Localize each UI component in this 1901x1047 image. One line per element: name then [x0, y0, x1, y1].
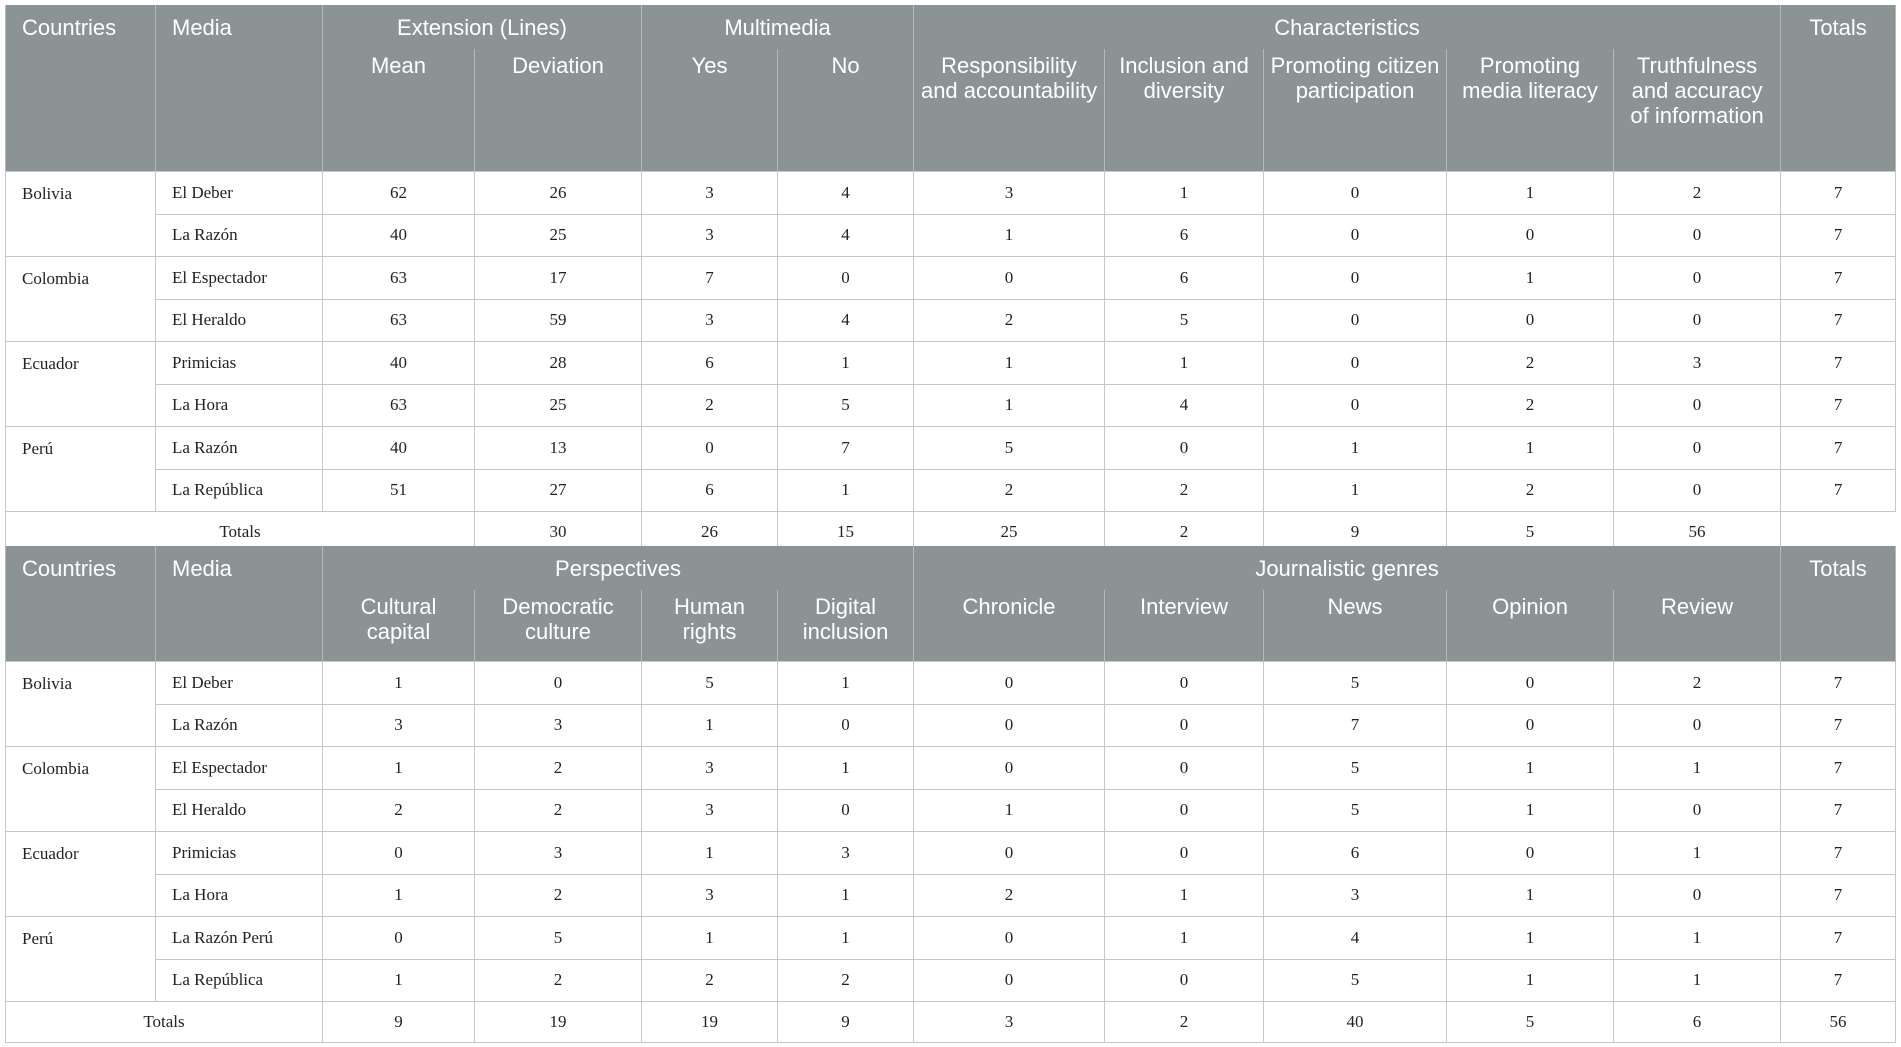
- interview-header: Interview: [1105, 590, 1264, 662]
- value-cell: 3: [642, 747, 778, 790]
- value-cell: 1: [1264, 469, 1447, 512]
- value-cell: 3: [642, 789, 778, 832]
- table-row: [6, 469, 1896, 512]
- value-cell: 1: [1105, 172, 1264, 215]
- value-cell: 2: [914, 874, 1105, 917]
- deviation-header: Deviation: [475, 49, 642, 172]
- value-cell: 7: [1781, 172, 1896, 215]
- value-cell: 1: [914, 342, 1105, 385]
- inclusion-header: Inclusion and diversity: [1105, 49, 1264, 172]
- value-cell: 3: [642, 299, 778, 342]
- value-cell: 1: [1614, 832, 1781, 875]
- value-cell: 1: [1447, 172, 1614, 215]
- value-cell: 1: [778, 662, 914, 705]
- country-cell: Colombia: [6, 747, 156, 832]
- country-cell: Bolivia: [6, 172, 156, 257]
- value-cell: 1: [1614, 917, 1781, 960]
- value-cell: 1: [642, 704, 778, 747]
- value-cell: 1: [914, 384, 1105, 427]
- value-cell: 1: [1264, 427, 1447, 470]
- value-cell: 3: [642, 874, 778, 917]
- total-cell: 25: [914, 512, 1105, 553]
- media-cell: La Razón: [156, 704, 323, 747]
- value-cell: 2: [914, 299, 1105, 342]
- total-cell: 2: [1105, 512, 1264, 553]
- chronicle-header: Chronicle: [914, 590, 1105, 662]
- value-cell: 5: [1105, 299, 1264, 342]
- value-cell: 1: [1447, 427, 1614, 470]
- value-cell: 0: [914, 917, 1105, 960]
- table-row: [6, 427, 1896, 470]
- value-cell: 0: [1614, 427, 1781, 470]
- value-cell: 3: [475, 704, 642, 747]
- countries-header: Countries: [6, 5, 156, 172]
- value-cell: 5: [1264, 747, 1447, 790]
- value-cell: 2: [475, 959, 642, 1002]
- perspectives-genres-table: [5, 546, 1896, 1043]
- table-row: [6, 704, 1896, 747]
- value-cell: 0: [1105, 704, 1264, 747]
- value-cell: 6: [642, 469, 778, 512]
- value-cell: 0: [1105, 789, 1264, 832]
- value-cell: 4: [778, 214, 914, 257]
- value-cell: 1: [1447, 789, 1614, 832]
- democratic-culture-header: Democratic culture: [475, 590, 642, 662]
- total-cell: 6: [1614, 1002, 1781, 1043]
- value-cell: 0: [914, 662, 1105, 705]
- value-cell: 2: [778, 959, 914, 1002]
- extension-header: Extension (Lines): [323, 5, 642, 49]
- value-cell: 3: [642, 214, 778, 257]
- value-cell: 25: [475, 384, 642, 427]
- value-cell: 6: [1105, 214, 1264, 257]
- responsibility-header: Responsibility and accountability: [914, 49, 1105, 172]
- table-row: [6, 747, 1896, 790]
- table-row: [6, 172, 1896, 215]
- opinion-header: Opinion: [1447, 590, 1614, 662]
- table-row: [6, 257, 1896, 300]
- totals-header: Totals: [1781, 5, 1896, 172]
- value-cell: 0: [323, 917, 475, 960]
- value-cell: 0: [1614, 384, 1781, 427]
- value-cell: 0: [778, 789, 914, 832]
- value-cell: 63: [323, 257, 475, 300]
- media-cell: El Espectador: [156, 747, 323, 790]
- characteristics-header: Characteristics: [914, 5, 1781, 49]
- value-cell: 0: [1447, 832, 1614, 875]
- value-cell: 0: [1614, 874, 1781, 917]
- value-cell: 62: [323, 172, 475, 215]
- table-row: [6, 917, 1896, 960]
- value-cell: 1: [914, 789, 1105, 832]
- value-cell: 51: [323, 469, 475, 512]
- value-cell: 1: [323, 874, 475, 917]
- value-cell: 28: [475, 342, 642, 385]
- value-cell: 1: [778, 917, 914, 960]
- media-cell: La República: [156, 469, 323, 512]
- value-cell: 7: [1781, 662, 1896, 705]
- value-cell: 0: [1264, 342, 1447, 385]
- value-cell: 63: [323, 299, 475, 342]
- total-cell: 30: [475, 512, 642, 553]
- total-cell: 19: [642, 1002, 778, 1043]
- value-cell: 7: [642, 257, 778, 300]
- value-cell: 5: [778, 384, 914, 427]
- citizen-participation-header: Promoting citizen participation: [1264, 49, 1447, 172]
- value-cell: 63: [323, 384, 475, 427]
- table-row: [6, 342, 1896, 385]
- total-cell: 3: [914, 1002, 1105, 1043]
- country-cell: Ecuador: [6, 832, 156, 917]
- value-cell: 1: [914, 214, 1105, 257]
- value-cell: 0: [914, 959, 1105, 1002]
- value-cell: 7: [1781, 747, 1896, 790]
- total-cell: 5: [1447, 1002, 1614, 1043]
- value-cell: 5: [1264, 662, 1447, 705]
- value-cell: 2: [642, 384, 778, 427]
- table-row: [6, 214, 1896, 257]
- value-cell: 1: [1447, 874, 1614, 917]
- media-header: Media: [156, 546, 323, 662]
- value-cell: 6: [1105, 257, 1264, 300]
- value-cell: 1: [642, 832, 778, 875]
- multimedia-header: Multimedia: [642, 5, 914, 49]
- value-cell: 0: [1264, 172, 1447, 215]
- media-literacy-header: Promoting media literacy: [1447, 49, 1614, 172]
- value-cell: 2: [1447, 384, 1614, 427]
- value-cell: 1: [1105, 342, 1264, 385]
- value-cell: 0: [1105, 427, 1264, 470]
- value-cell: 0: [1447, 704, 1614, 747]
- value-cell: 0: [1447, 299, 1614, 342]
- media-cell: El Espectador: [156, 257, 323, 300]
- value-cell: 6: [642, 342, 778, 385]
- table-row: [6, 874, 1896, 917]
- value-cell: 2: [914, 469, 1105, 512]
- country-cell: Perú: [6, 917, 156, 1002]
- media-extension-table: [5, 5, 1896, 553]
- value-cell: 5: [1264, 789, 1447, 832]
- media-cell: El Deber: [156, 172, 323, 215]
- cultural-capital-header: Cultural capital: [323, 590, 475, 662]
- totals-row: [6, 1002, 1896, 1043]
- value-cell: 0: [1264, 257, 1447, 300]
- value-cell: 17: [475, 257, 642, 300]
- media-header: Media: [156, 5, 323, 172]
- total-cell: 2: [1105, 1002, 1264, 1043]
- value-cell: 5: [642, 662, 778, 705]
- value-cell: 1: [1105, 917, 1264, 960]
- value-cell: 40: [323, 214, 475, 257]
- truthfulness-header: Truthfulness and accuracy of information: [1614, 49, 1781, 172]
- yes-header: Yes: [642, 49, 778, 172]
- total-cell: 56: [1781, 1002, 1896, 1043]
- total-cell: 15: [778, 512, 914, 553]
- total-cell: 26: [642, 512, 778, 553]
- value-cell: 2: [1105, 469, 1264, 512]
- value-cell: 40: [323, 342, 475, 385]
- value-cell: 4: [1105, 384, 1264, 427]
- value-cell: 2: [475, 789, 642, 832]
- journalistic-genres-header: Journalistic genres: [914, 546, 1781, 590]
- value-cell: 0: [1614, 257, 1781, 300]
- media-cell: La Razón Perú: [156, 917, 323, 960]
- value-cell: 0: [1105, 832, 1264, 875]
- review-header: Review: [1614, 590, 1781, 662]
- table-row: [6, 789, 1896, 832]
- value-cell: 5: [1264, 959, 1447, 1002]
- media-cell: El Deber: [156, 662, 323, 705]
- value-cell: 0: [914, 257, 1105, 300]
- perspectives-header: Perspectives: [323, 546, 914, 590]
- value-cell: 0: [1614, 469, 1781, 512]
- value-cell: 1: [323, 662, 475, 705]
- value-cell: 1: [323, 959, 475, 1002]
- value-cell: 0: [1614, 789, 1781, 832]
- value-cell: 0: [642, 427, 778, 470]
- value-cell: 1: [1105, 874, 1264, 917]
- value-cell: 1: [1447, 917, 1614, 960]
- value-cell: 6: [1264, 832, 1447, 875]
- total-cell: 40: [1264, 1002, 1447, 1043]
- value-cell: 0: [914, 747, 1105, 790]
- value-cell: 0: [1447, 662, 1614, 705]
- media-cell: La Hora: [156, 874, 323, 917]
- value-cell: 1: [1614, 747, 1781, 790]
- country-cell: Colombia: [6, 257, 156, 342]
- table-row: [6, 384, 1896, 427]
- countries-header: Countries: [6, 546, 156, 662]
- total-cell: 9: [1264, 512, 1447, 553]
- value-cell: 7: [1781, 469, 1896, 512]
- value-cell: 7: [1781, 427, 1896, 470]
- value-cell: 2: [642, 959, 778, 1002]
- value-cell: 3: [1264, 874, 1447, 917]
- value-cell: 0: [1447, 214, 1614, 257]
- value-cell: 7: [1781, 342, 1896, 385]
- value-cell: 7: [1264, 704, 1447, 747]
- value-cell: 1: [1614, 959, 1781, 1002]
- value-cell: 3: [475, 832, 642, 875]
- value-cell: 3: [642, 172, 778, 215]
- country-cell: Bolivia: [6, 662, 156, 747]
- digital-inclusion-header: Digital inclusion: [778, 590, 914, 662]
- value-cell: 0: [1614, 214, 1781, 257]
- total-cell: 9: [778, 1002, 914, 1043]
- value-cell: 2: [1614, 662, 1781, 705]
- value-cell: 27: [475, 469, 642, 512]
- value-cell: 1: [778, 874, 914, 917]
- value-cell: 0: [1264, 299, 1447, 342]
- value-cell: 25: [475, 214, 642, 257]
- value-cell: 1: [323, 747, 475, 790]
- value-cell: 1: [1447, 257, 1614, 300]
- value-cell: 7: [1781, 384, 1896, 427]
- mean-header: Mean: [323, 49, 475, 172]
- media-cell: Primicias: [156, 832, 323, 875]
- value-cell: 26: [475, 172, 642, 215]
- table-row: [6, 299, 1896, 342]
- totals-header: Totals: [1781, 546, 1896, 662]
- value-cell: 0: [914, 704, 1105, 747]
- value-cell: 0: [778, 704, 914, 747]
- value-cell: 1: [1447, 959, 1614, 1002]
- value-cell: 4: [778, 299, 914, 342]
- value-cell: 7: [1781, 704, 1896, 747]
- value-cell: 0: [1264, 384, 1447, 427]
- value-cell: 2: [475, 747, 642, 790]
- value-cell: 7: [778, 427, 914, 470]
- value-cell: 59: [475, 299, 642, 342]
- table-row: [6, 959, 1896, 1002]
- value-cell: 2: [475, 874, 642, 917]
- value-cell: 3: [914, 172, 1105, 215]
- country-cell: Ecuador: [6, 342, 156, 427]
- total-cell: 9: [323, 1002, 475, 1043]
- value-cell: 0: [1105, 959, 1264, 1002]
- value-cell: 5: [914, 427, 1105, 470]
- value-cell: 2: [1447, 469, 1614, 512]
- media-cell: El Heraldo: [156, 789, 323, 832]
- human-rights-header: Human rights: [642, 590, 778, 662]
- table-row: [6, 832, 1896, 875]
- no-header: No: [778, 49, 914, 172]
- value-cell: 2: [1614, 172, 1781, 215]
- value-cell: 1: [778, 342, 914, 385]
- value-cell: 3: [1614, 342, 1781, 385]
- media-cell: La Hora: [156, 384, 323, 427]
- value-cell: 7: [1781, 299, 1896, 342]
- value-cell: 3: [778, 832, 914, 875]
- country-cell: Perú: [6, 427, 156, 512]
- value-cell: 3: [323, 704, 475, 747]
- value-cell: 7: [1781, 917, 1896, 960]
- value-cell: 0: [1105, 662, 1264, 705]
- news-header: News: [1264, 590, 1447, 662]
- value-cell: 0: [778, 257, 914, 300]
- media-cell: La Razón: [156, 214, 323, 257]
- value-cell: 1: [642, 917, 778, 960]
- value-cell: 40: [323, 427, 475, 470]
- value-cell: 0: [1264, 214, 1447, 257]
- total-cell: 56: [1614, 512, 1781, 553]
- value-cell: 0: [914, 832, 1105, 875]
- value-cell: 4: [1264, 917, 1447, 960]
- value-cell: 0: [1614, 299, 1781, 342]
- value-cell: 7: [1781, 789, 1896, 832]
- value-cell: 5: [475, 917, 642, 960]
- value-cell: 0: [323, 832, 475, 875]
- value-cell: 2: [323, 789, 475, 832]
- media-cell: La República: [156, 959, 323, 1002]
- total-cell: 5: [1447, 512, 1614, 553]
- value-cell: 7: [1781, 959, 1896, 1002]
- value-cell: 13: [475, 427, 642, 470]
- value-cell: 0: [475, 662, 642, 705]
- value-cell: 4: [778, 172, 914, 215]
- value-cell: 7: [1781, 832, 1896, 875]
- total-cell: 19: [475, 1002, 642, 1043]
- media-cell: El Heraldo: [156, 299, 323, 342]
- media-cell: La Razón: [156, 427, 323, 470]
- value-cell: 1: [778, 747, 914, 790]
- value-cell: 0: [1105, 747, 1264, 790]
- value-cell: 7: [1781, 257, 1896, 300]
- table-row: [6, 662, 1896, 705]
- totals-label: Totals: [6, 512, 475, 553]
- value-cell: 0: [1614, 704, 1781, 747]
- media-cell: Primicias: [156, 342, 323, 385]
- totals-label: Totals: [6, 1002, 323, 1043]
- value-cell: 1: [1447, 747, 1614, 790]
- value-cell: 1: [778, 469, 914, 512]
- value-cell: 7: [1781, 874, 1896, 917]
- value-cell: 2: [1447, 342, 1614, 385]
- value-cell: 7: [1781, 214, 1896, 257]
